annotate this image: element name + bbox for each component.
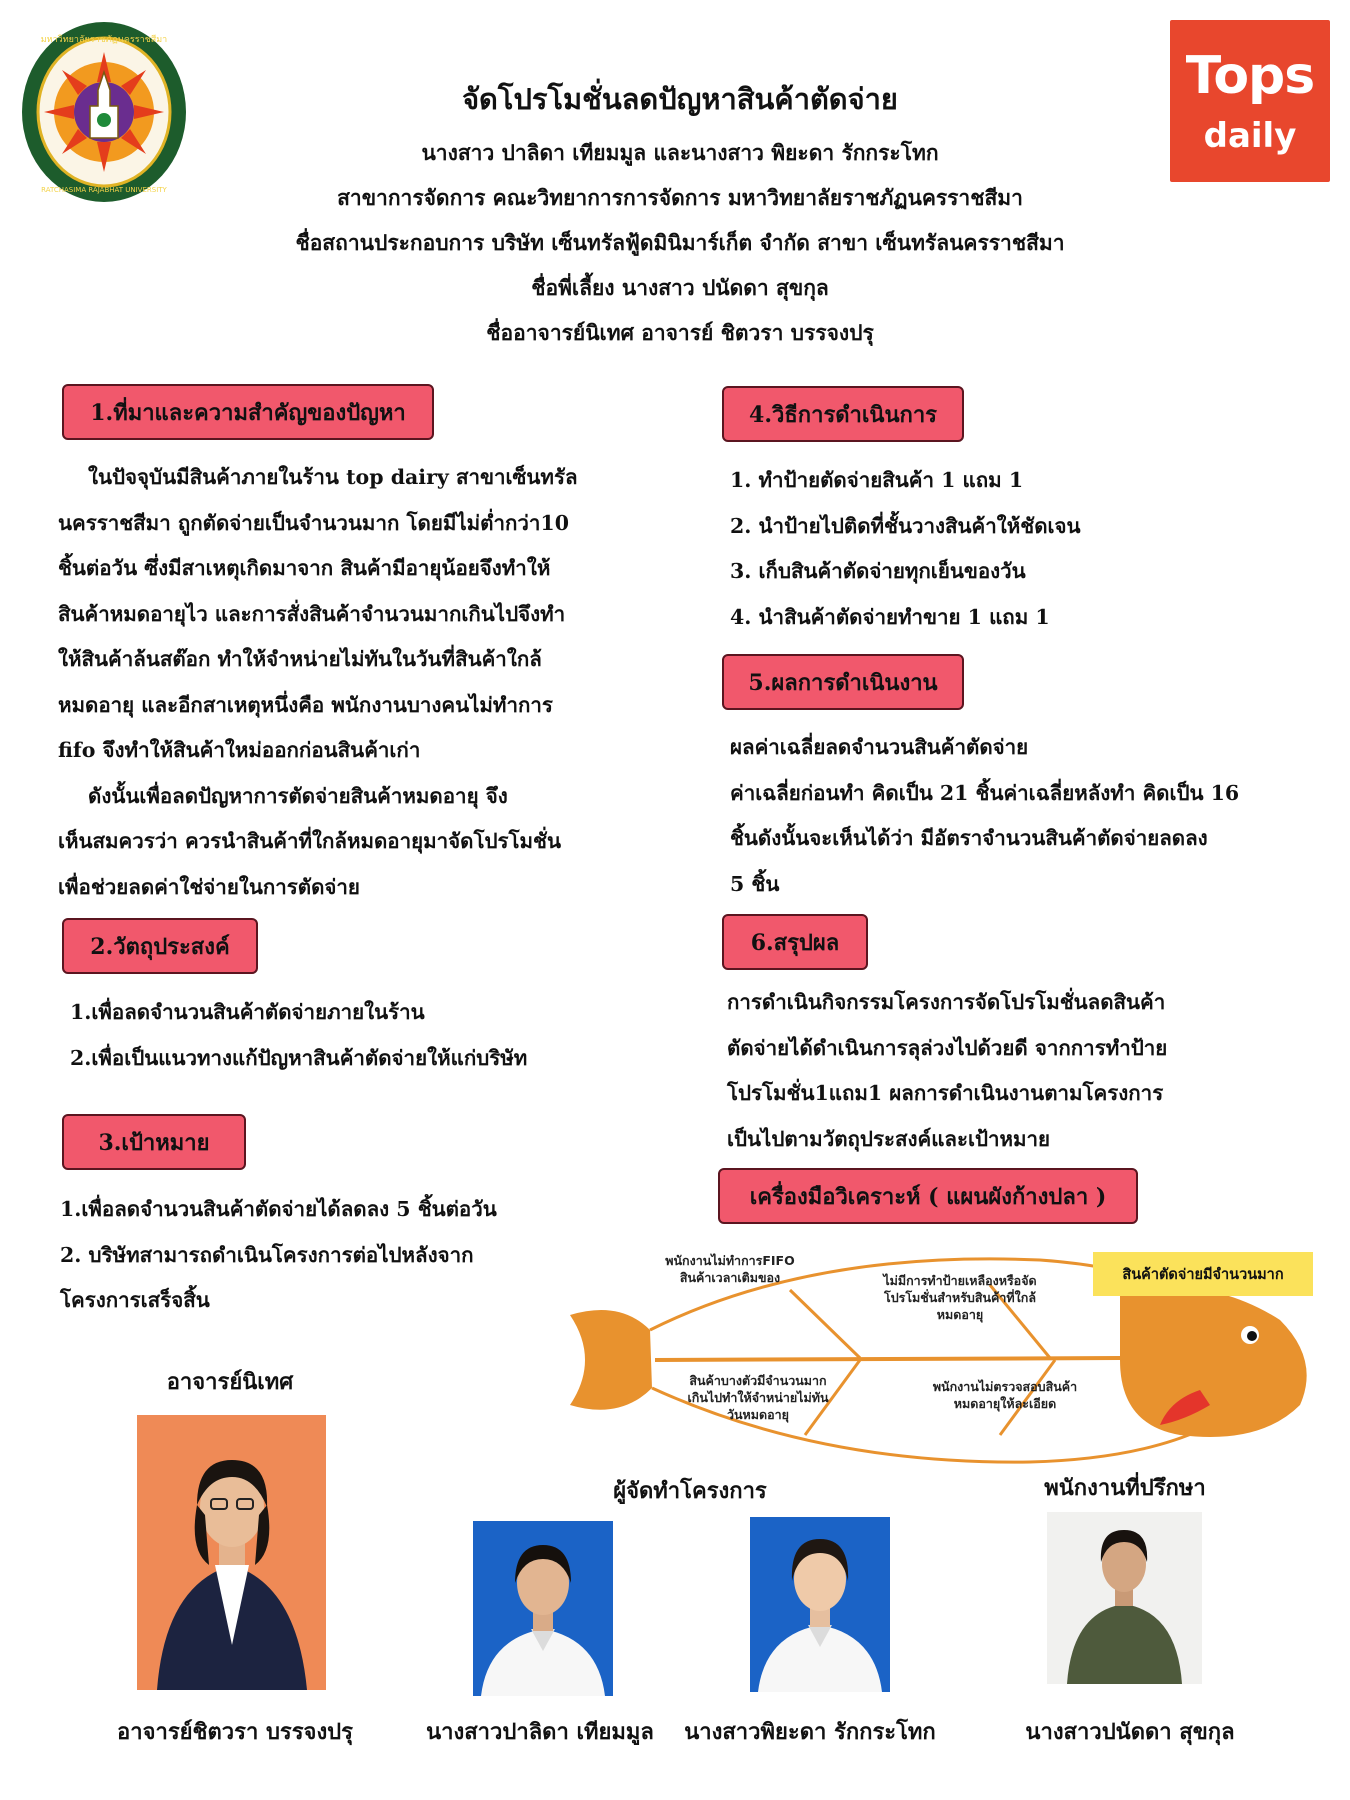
conclusion-paragraph xyxy=(727,980,1327,1162)
paragraph-line: ดังนั้นเพื่อลดปัญหาการตัดจ่ายสินค้าหมดอายุ จึง xyxy=(88,783,508,808)
fishbone-cause-fifo xyxy=(630,1252,830,1286)
cause-line: สินค้าบางตัวมีจำนวนมาก xyxy=(689,1373,827,1388)
background-paragraph xyxy=(58,455,658,910)
paragraph-line: เห็นสมควรว่า ควรนำสินค้าที่ใกล้หมดอายุมาจัดโปรโมชั่น xyxy=(58,829,561,853)
paragraph-line: fifo จึงทำให้สินค้าใหม่ออกก่อนสินค้าเก่า xyxy=(58,738,421,762)
fishbone-problem-label: สินค้าตัดจ่ายมีจำนวนมาก xyxy=(1093,1252,1313,1296)
tops-daily-logo xyxy=(1170,20,1330,182)
list-item: 1.เพื่อลดจำนวนสินค้าตัดจ่ายภายในร้าน xyxy=(70,1000,425,1024)
paragraph-line: ในปัจจุบันมีสินค้าภายในร้าน top dairy สาขาเซ็นทรัล xyxy=(88,465,578,489)
member2-photo xyxy=(750,1517,890,1692)
section-heading-conclusion: 6.สรุปผล xyxy=(722,914,868,970)
cause-line: หมดอายุ xyxy=(936,1307,984,1322)
member2-name: นางสาวพิยะดา รักกระโทก xyxy=(684,1719,936,1745)
list-item: โครงการเสร็จสิ้น xyxy=(60,1288,210,1312)
consultant-name: นางสาวปนัดดา สุขกุล xyxy=(1025,1719,1235,1745)
consultant-photo xyxy=(1047,1512,1202,1684)
member1-photo xyxy=(473,1521,613,1696)
paragraph-line: ชิ้นดังนั้นจะเห็นได้ว่า มีอัตราจำนวนสินค้าตัดจ่ายลดลง xyxy=(730,826,1208,850)
list-item: 1. ทำป้ายตัดจ่ายสินค้า 1 แถม 1 xyxy=(730,468,1024,492)
paragraph-line: ให้สินค้าล้นสต๊อก ทำให้จำหน่ายไม่ทันในวันที่สินค้าใกล้ xyxy=(58,647,542,671)
cause-line: ไม่มีการทำป้ายเหลืองหรือจัด xyxy=(883,1273,1037,1288)
goals-list xyxy=(60,1187,620,1324)
university-logo xyxy=(20,20,188,205)
page-title: จัดโปรโมชั่นลดปัญหาสินค้าตัดจ่าย xyxy=(462,82,898,116)
section-heading-goals: 3.เป้าหมาย xyxy=(62,1114,246,1170)
list-item: 2. บริษัทสามารถดำเนินโครงการต่อไปหลังจาก xyxy=(60,1242,474,1267)
faculty-line: สาขาการจัดการ คณะวิทยาการการจัดการ มหาวิทยาลัยราชภัฏนครราชสีมา xyxy=(337,185,1023,210)
cause-line: โปรโมชั่นสำหรับสินค้าที่ใกล้ xyxy=(883,1290,1036,1305)
paragraph-line: สินค้าหมดอายุไว และการสั่งสินค้าจำนวนมากเกินไปจึงทำ xyxy=(58,601,566,626)
objectives-list xyxy=(70,990,630,1081)
workplace-line: ชื่อสถานประกอบการ บริษัท เซ็นทรัลฟู้ดมินิมาร์เก็ต จำกัด สาขา เซ็นทรัลนครราชสีมา xyxy=(295,230,1065,255)
section-heading-tool: เครื่องมือวิเคราะห์ ( แผนผังก้างปลา ) xyxy=(718,1168,1138,1224)
svg-text:มหาวิทยาลัยราชภัฏนครราชสีมา: มหาวิทยาลัยราชภัฏนครราชสีมา xyxy=(40,35,168,45)
fishbone-cause-no-check xyxy=(900,1378,1110,1412)
consultant-title: พนักงานที่ปรึกษา xyxy=(1044,1475,1206,1501)
mentor-line: ชื่อพี่เลี้ยง นางสาว ปนัดดา สุขกุล xyxy=(531,275,829,300)
member1-name: นางสาวปาลิดา เทียมมูล xyxy=(426,1719,654,1745)
cause-line: พนักงานไม่ทำการFIFO xyxy=(665,1253,795,1268)
list-item: 3. เก็บสินค้าตัดจ่ายทุกเย็นของวัน xyxy=(730,559,1026,583)
cause-line: หมดอายุให้ละเอียด xyxy=(953,1396,1057,1411)
cause-line: สินค้าเวลาเติมของ xyxy=(679,1270,781,1285)
list-item: 4. นำสินค้าตัดจ่ายทำขาย 1 แถม 1 xyxy=(730,604,1050,629)
fishbone-cause-overstock xyxy=(658,1372,858,1423)
cause-line: วันหมดอายุ xyxy=(726,1407,789,1422)
advisor-line: ชื่ออาจารย์นิเทศ อาจารย์ ชิตวรา บรรจงปรุ xyxy=(486,320,874,345)
team-title: ผู้จัดทำโครงการ xyxy=(613,1478,767,1504)
paragraph-line: โปรโมชั่น1แถม1 ผลการดำเนินงานตามโครงการ xyxy=(727,1081,1164,1105)
list-item: 1.เพื่อลดจำนวนสินค้าตัดจ่ายได้ลดลง 5 ชิ้นต่อวัน xyxy=(60,1197,497,1221)
paragraph-line: ผลค่าเฉลี่ยลดจำนวนสินค้าตัดจ่าย xyxy=(730,735,1029,759)
section-heading-objectives: 2.วัตถุประสงค์ xyxy=(62,918,258,974)
advisor-name: อาจารย์ชิตวรา บรรจงปรุ xyxy=(117,1719,353,1745)
list-item: 2. นำป้ายไปติดที่ชั้นวางสินค้าให้ชัดเจน xyxy=(730,513,1081,538)
svg-text:RATCHASIMA RAJABHAT UNIVERSITY: RATCHASIMA RAJABHAT UNIVERSITY xyxy=(41,186,167,194)
method-list xyxy=(730,458,1330,640)
paragraph-line: ชิ้นต่อวัน ซึ่งมีสาเหตุเกิดมาจาก สินค้ามีอายุน้อยจึงทำให้ xyxy=(58,556,551,580)
paragraph-line: เป็นไปตามวัตถุประสงค์และเป้าหมาย xyxy=(727,1126,1051,1151)
advisor-title: อาจารย์นิเทศ xyxy=(166,1369,294,1395)
advisor-photo xyxy=(137,1415,326,1690)
paragraph-line: หมดอายุ และอีกสาเหตุหนึ่งคือ พนักงานบางคนไม่ทำการ xyxy=(58,692,553,717)
tops-logo-line2: daily xyxy=(1203,116,1297,156)
paragraph-line: ตัดจ่ายได้ดำเนินการลุล่วงไปด้วยดี จากการทำป้าย xyxy=(727,1035,1168,1060)
cause-line: เกินไปทำให้จำหน่ายไม่ทัน xyxy=(687,1390,829,1405)
paragraph-line: ค่าเฉลี่ยก่อนทำ คิดเป็น 21 ชิ้นค่าเฉลี่ยหลังทำ คิดเป็น 16 xyxy=(730,780,1240,805)
results-paragraph xyxy=(730,725,1330,907)
cause-line: พนักงานไม่ตรวจสอบสินค้า xyxy=(932,1379,1078,1394)
paragraph-line: เพื่อช่วยลดค่าใช่จ่ายในการตัดจ่าย xyxy=(58,874,360,899)
paragraph-line: การดำเนินกิจกรรมโครงการจัดโปรโมชั่นลดสินค้า xyxy=(727,990,1166,1014)
paragraph-line: 5 ชิ้น xyxy=(730,871,780,896)
section-heading-background: 1.ที่มาและความสำคัญของปัญหา xyxy=(62,384,434,440)
fishbone-cause-no-promo-sign xyxy=(850,1272,1070,1323)
paragraph-line: นครราชสีมา ถูกตัดจ่ายเป็นจำนวนมาก โดยมีไม่ต่ำกว่า10 xyxy=(58,510,569,535)
section-heading-results: 5.ผลการดำเนินงาน xyxy=(722,654,964,710)
list-item: 2.เพื่อเป็นแนวทางแก้ปัญหาสินค้าตัดจ่ายให้แก่บริษัท xyxy=(70,1045,528,1070)
section-heading-method: 4.วิธีการดำเนินการ xyxy=(722,386,964,442)
tops-logo-line1: Tops xyxy=(1185,46,1315,106)
authors-line: นางสาว ปาลิดา เทียมมูล และนางสาว พิยะดา รักกระโทก xyxy=(421,140,939,165)
